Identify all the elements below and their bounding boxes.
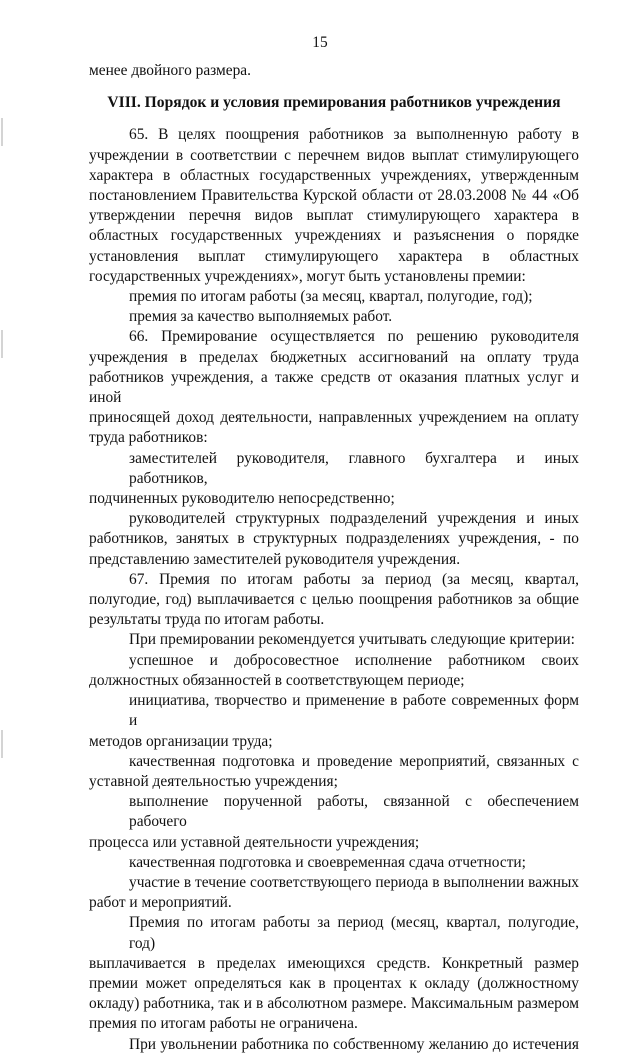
text-line: успешное и добросовестное исполнение работником своих — [129, 651, 579, 669]
text-line: участие в течение соответствующего периода в выполнении важных — [129, 873, 579, 891]
text-line: уставной деятельностью учреждения; — [89, 772, 338, 790]
text-line: труда работников: — [89, 429, 208, 447]
text-line: премия по итогам работы не ограничена. — [89, 1015, 358, 1033]
page-number: 15 — [312, 34, 328, 51]
text-line: руководителей структурных подразделений учреждения и иных — [129, 510, 579, 528]
text-line: Премия по итогам работы за период (месяц, квартал, полугодие, год) — [129, 914, 579, 952]
text-line: выполнение порученной работы, связанной с обеспечением рабочего — [129, 793, 579, 831]
text-line: подчиненных руководителю непосредственно; — [89, 490, 395, 508]
text-line: окладу) работника, так и в абсолютном размере. Максимальным размером — [89, 995, 579, 1013]
text-line: работников, занятых в структурных подразделениях учреждения, - по — [89, 530, 579, 548]
text-line: премии может определяться как в процентах к окладу (должностному — [89, 974, 579, 992]
text-line: премия за качество выполняемых работ. — [129, 308, 393, 326]
text-line: полугодие, год) выплачивается с целью поощрения работников за общие — [89, 591, 579, 609]
text-line: утверждении перечня видов выплат стимулирующего характера в — [89, 207, 579, 225]
text-line: работ и мероприятий. — [89, 894, 232, 912]
text-line: качественная подготовка и проведение мероприятий, связанных с — [129, 752, 579, 770]
section-heading: VIII. Порядок и условия премирования работников учреждения — [107, 94, 561, 112]
text-line: результаты труда по итогам работы. — [89, 611, 325, 629]
text-line: инициатива, творчество и применение в работе современных форм и — [129, 692, 579, 730]
text-line: заместителей руководителя, главного бухгалтера и иных работников, — [129, 449, 579, 487]
text-line: качественная подготовка и своевременная сдача отчетности; — [129, 853, 526, 871]
text-line: менее двойного размера. — [89, 62, 251, 79]
text-line: установления выплат стимулирующего характера в областных — [89, 247, 579, 265]
text-line: 67. Премия по итогам работы за период (за месяц, квартал, — [129, 570, 579, 588]
text-line: работников учреждения, а также средств от оказания платных услуг и иной — [89, 368, 579, 407]
text-line: При увольнении работника по собственному желанию до истечения — [129, 1035, 579, 1053]
text-line: постановлением Правительства Курской области от 28.03.2008 № 44 «Об — [89, 187, 579, 205]
text-line: 66. Премирование осуществляется по решению руководителя — [129, 328, 579, 346]
text-line: учреждении в соответствии с перечнем видов выплат стимулирующего — [89, 146, 579, 164]
text-line: выплачивается в пределах имеющихся средств. Конкретный размер — [89, 954, 579, 972]
text-line: 65. В целях поощрения работников за выполненную работу в — [129, 126, 579, 144]
text-line: приносящей доход деятельности, направленных учреждением на оплату — [89, 409, 579, 427]
text-line: представлению заместителей руководителя учреждения. — [89, 550, 461, 568]
text-line: методов организации труда; — [89, 732, 273, 750]
text-line: учреждения в пределах бюджетных ассигнований на оплату труда — [89, 348, 579, 366]
document-body — [89, 61, 579, 1055]
scan-edge-mark — [1, 330, 3, 358]
text-line: государственных учреждениях», могут быть установлены премии: — [89, 267, 526, 285]
text-line: областных государственных учреждениях и разъяснения о порядке — [89, 227, 579, 245]
scan-edge-mark — [1, 730, 3, 758]
text-line: характера в областных государственных учреждениях, утвержденным — [89, 166, 579, 184]
text-line: При премировании рекомендуется учитывать следующие критерии: — [129, 631, 575, 649]
text-line: должностных обязанностей в соответствующем периоде; — [89, 671, 465, 689]
scan-edge-mark — [1, 118, 3, 146]
text-line: премия по итогам работы (за месяц, квартал, полугодие, год); — [129, 288, 533, 306]
text-line: процесса или уставной деятельности учреждения; — [89, 833, 420, 851]
